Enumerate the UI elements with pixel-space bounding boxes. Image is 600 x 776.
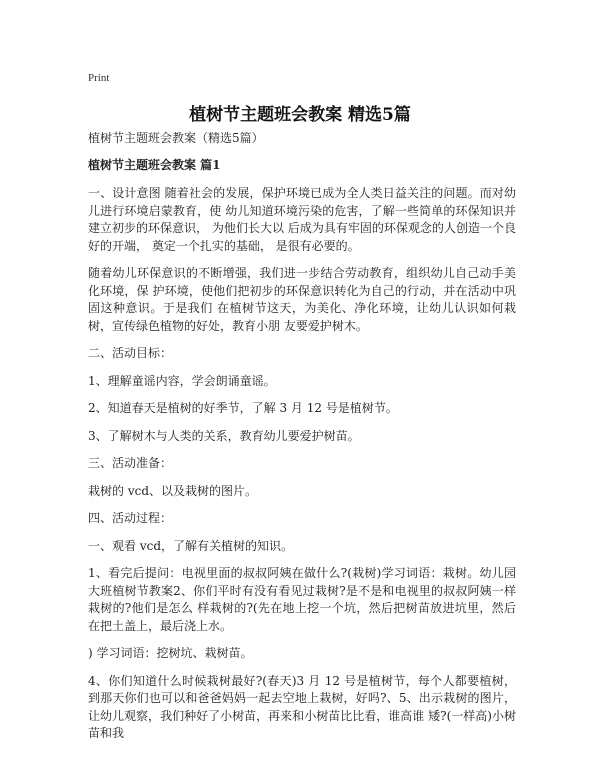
- preparation-text: 栽树的 vcd、以及栽树的图片。: [88, 483, 257, 498]
- process-paragraph-tree-day: 4、你们知道什么时候栽树最好?(春天)3 月 12 号是植树节，每个人都要植树，到那天你们也可以和爸爸妈妈一起去空地上栽树，好吗?、5、出示栽树的图片，让幼儿观察，我们种好了小树苗，再来和小树苗比比看，谁高谁 矮?(一样高)小树苗和我: [88, 673, 516, 740]
- heading-activity-process: 四、活动过程：: [88, 511, 173, 525]
- goal-item-3: 3、了解树木与人类的关系，教育幼儿要爱护树苗。: [88, 428, 360, 443]
- goal-item-2: 2、知道春天是植树的好季节，了解 3 月 12 号是植树节。: [88, 401, 398, 415]
- section-heading: 植树节主题班会教案 篇1: [88, 157, 221, 172]
- heading-activity-preparation: 三、活动准备：: [88, 456, 173, 470]
- document-title: 植树节主题班会教案 精选5篇: [189, 105, 411, 125]
- paragraph-environment-education: 随着幼儿环保意识的不断增强，我们进一步结合劳动教育，组织幼儿自己动手美化环境，保 护环境，使他们把初步的环保意识转化为自己的行动，并在活动中巩固这种意识。于是我们 在植树节这天，为美化、净化环境，让幼儿认识如何栽树，宣传绿色植物的好处，教育小朋 友要爱护树木。: [88, 266, 516, 333]
- heading-activity-goals: 二、活动目标：: [88, 346, 173, 360]
- document-subtitle: 植树节主题班会教案（精选5篇）: [88, 131, 264, 145]
- process-step-1: 一、观看 vcd，了解有关植树的知识。: [88, 538, 293, 553]
- goal-item-1: 1、理解童谣内容，学会朗诵童谣。: [88, 373, 276, 388]
- process-paragraph-questions: 1、看完后提问：电视里面的叔叔阿姨在做什么?(栽树)学习词语：栽树。幼儿园大班植树节教案2、你们平时有没有看见过栽树?是不是和电视里的叔叔阿姨一样栽树的?他们是怎么 样栽树的?(先在地上挖一个坑，然后把树苗放进坑里，然后在把土盖上，最后浇上水。: [88, 566, 516, 633]
- process-paragraph-vocabulary: ) 学习词语：挖树坑、栽树苗。: [88, 646, 253, 660]
- paragraph-design-intent: 一、设计意图 随着社会的发展，保护环境已成为全人类日益关注的问题。而对幼儿进行环境启蒙教育，使 幼儿知道环境污染的危害，了解一些简单的环保知识并建立初步的环保意识， 为他们长大以 后成为具有牢固的环保观念的人创造一个良好的开端， 奠定一个扎实的基础， 是很有必要的。: [88, 186, 516, 253]
- document-body: [88, 130, 516, 753]
- print-link[interactable]: Print: [88, 72, 110, 84]
